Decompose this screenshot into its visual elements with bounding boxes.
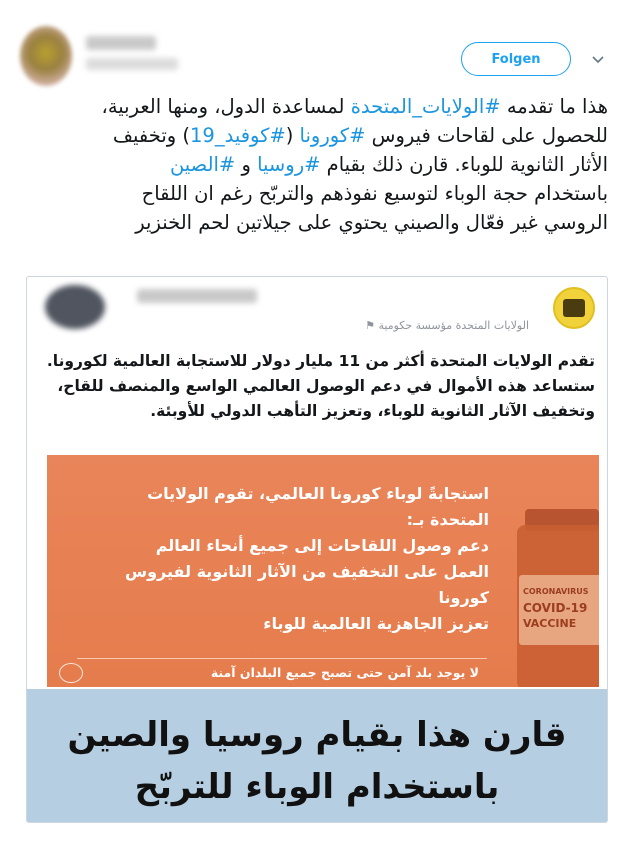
- chevron-down-icon[interactable]: [588, 50, 608, 70]
- banner-line: قارن هذا بقيام روسيا والصين: [67, 715, 567, 755]
- post-text: [37, 349, 595, 424]
- graphic-line: دعم وصول اللقاحات إلى جميع أنحاء العالم: [155, 536, 489, 555]
- graphic-footer: لا يوجد بلد آمن حتى تصبح جميع البلدان آمنة: [210, 665, 479, 680]
- graphic-line: استجابةً لوباء كورونا العالمي، تقوم الولايات: [147, 484, 489, 503]
- post-line: ستساعد هذه الأموال في دعم الوصول العالمي الواسع والمنصف للقاح،: [57, 377, 595, 395]
- tweet-line-3: الأثار الثانوية للوباء. قارن ذلك بقيام #روسيا و #الصين: [169, 153, 608, 176]
- vial-label-small: CORONAVIRUS: [523, 587, 589, 596]
- page-name-redacted: [137, 289, 257, 303]
- hashtag-link[interactable]: #الصين: [169, 153, 236, 176]
- graphic-text: [49, 481, 489, 637]
- post-line: وتخفيف الآثار الثانوية للوباء، وتعزيز التأهب الدولي للأوبئة.: [150, 402, 595, 420]
- avatar[interactable]: [20, 26, 72, 86]
- display-name-redacted[interactable]: [86, 36, 156, 50]
- hashtag-link[interactable]: #كوفيد_19: [190, 124, 286, 147]
- divider: [77, 658, 487, 659]
- hashtag-link[interactable]: #كورونا: [299, 124, 366, 147]
- tweet-text: [14, 92, 608, 237]
- caption-banner: [27, 689, 607, 822]
- post-line: تقدم الولايات المتحدة أكثر من 11 مليار دولار للاستجابة العالمية لكورونا.: [46, 352, 595, 370]
- vial-label-title: COVID-19: [523, 601, 588, 615]
- graphic-line: كورونا: [438, 588, 489, 607]
- hashtag-link[interactable]: #الولايات_المتحدة: [350, 95, 501, 118]
- seal-icon: [59, 663, 83, 683]
- tweet-line-1: هذا ما تقدمه #الولايات_المتحدة لمساعدة الدول، ومنها العربية،: [101, 95, 608, 118]
- banner-text: [27, 709, 607, 813]
- follow-button[interactable]: Folgen: [461, 42, 571, 76]
- hashtag-link[interactable]: #روسيا: [257, 153, 321, 176]
- logo-icon: [553, 287, 595, 329]
- page-subtitle: الولايات المتحدة مؤسسة حكومية ⚑: [365, 319, 529, 332]
- tweet-line-4: باستخدام حجة الوباء لتوسيع نفوذهم والتربّح رغم ان اللقاح: [141, 182, 608, 205]
- tweet-line-2: للحصول على لقاحات فيروس #كورونا (#كوفيد_19) وتخفيف: [112, 124, 608, 147]
- graphic-line: المتحدة بـ:: [406, 510, 489, 529]
- vaccine-graphic: [47, 455, 599, 687]
- page-avatar-redacted: [45, 285, 105, 329]
- attached-image[interactable]: [26, 276, 608, 823]
- banner-line: باستخدام الوباء للتربّح: [134, 767, 500, 807]
- tweet-line-5: الروسي غير فعّال والصيني يحتوي على جيلاتين لحم الخنزير: [135, 211, 608, 234]
- graphic-line: العمل على التخفيف من الآثار الثانوية لفيروس: [125, 562, 489, 581]
- username-redacted[interactable]: [86, 58, 178, 70]
- vial-label-sub: VACCINE: [523, 617, 577, 630]
- graphic-line: تعزيز الجاهزية العالمية للوباء: [263, 614, 489, 633]
